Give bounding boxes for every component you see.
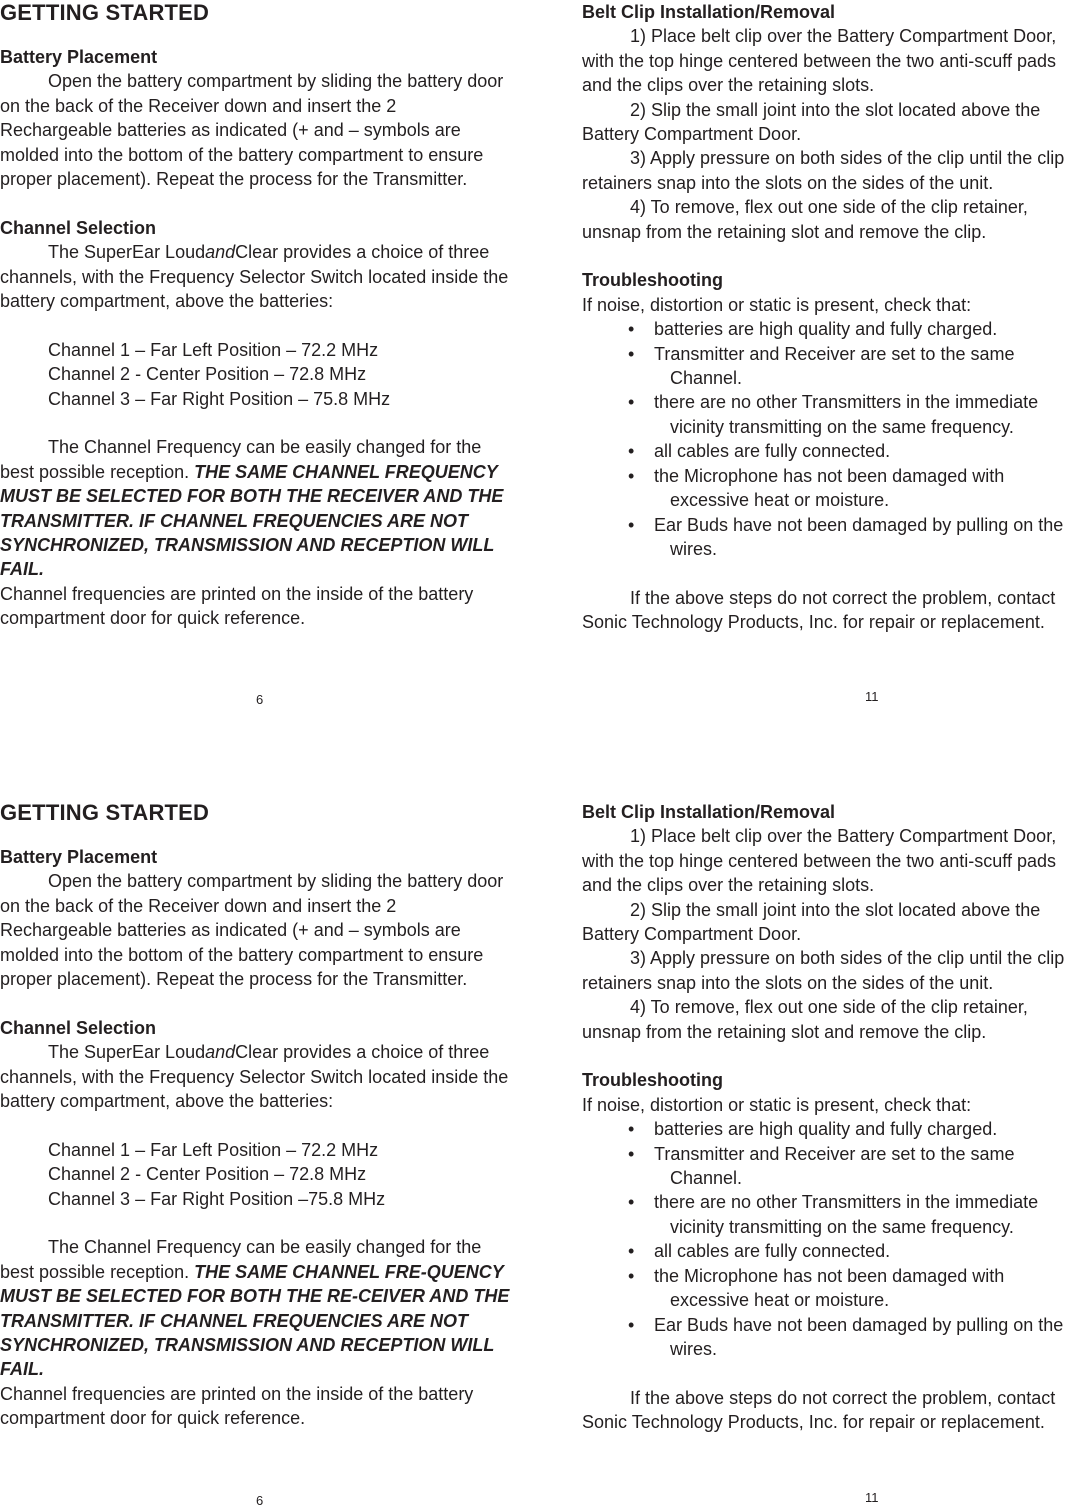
channel-item: Channel 2 - Center Position – 72.8 MHz xyxy=(48,1164,367,1185)
frequency-warning: THE SAME CHANNEL FREQUENCY MUST BE SELECTED FOR BOTH THE RECEIVER AND THE TRANSMITTER. IF CHANNEL FREQUENCIES ARE NOT SYNCHRONIZED, TRANSMISSION AND RECEPTION WILL FAIL. xyxy=(0,461,504,580)
belt-step: 4) To remove, flex out one side of the clip retainer, unsnap from the retaining slot and remove the clip. xyxy=(582,197,1028,242)
frequency-paragraph: The Channel Frequency can be easily changed for the best possible reception. THE SAME CHANNEL FREQUENCY MUST BE SELECTED FOR BOTH THE RECEIVER AND THE TRANSMITTER. IF CHANNEL FREQUENCIES ARE NOT SYNCHRONIZED, TRANSMISSION AND RECEPTION WILL FAIL. xyxy=(0,437,504,580)
battery-placement-heading: Battery Placement xyxy=(0,847,158,867)
list-item: • the Microphone has not been damaged with excessive heat or moisture. xyxy=(628,465,1005,511)
page-number: 6 xyxy=(256,692,264,707)
list-item: • Transmitter and Receiver are set to the same Channel. xyxy=(628,1143,1015,1189)
list-item: • all cables are fully connected. xyxy=(628,441,891,462)
battery-placement-text: Open the battery compartment by sliding the battery door on the back of the Receiver down and insert the 2 Rechargeable batteries as indicated (+ and – symbols are molded into the bottom of the battery compartment to ensure proper placement). Repeat the process for the Transmitter. xyxy=(0,71,504,190)
list-item: • Ear Buds have not been damaged by pulling on the wires. xyxy=(628,514,1064,559)
list-item: • the Microphone has not been damaged with excessive heat or moisture. xyxy=(628,1265,1005,1311)
troubleshooting-intro: If noise, distortion or static is present, check that: xyxy=(582,294,972,315)
frequency-warning: THE SAME CHANNEL FRE-QUENCY MUST BE SELECTED FOR BOTH THE RE-CEIVER AND THE TRANSMITTER. IF CHANNEL FREQUENCIES ARE NOT SYNCHRONIZED, TRANSMISSION AND RECEPTION WILL FAIL. xyxy=(0,1261,510,1380)
channel-intro: The SuperEar LoudandClear provides a choice of three channels, with the Frequency Selector Switch located inside the battery compartment, above the batteries: xyxy=(0,1042,509,1112)
page-number: 11 xyxy=(865,1490,879,1505)
list-item: • there are no other Transmitters in the immediate vicinity transmitting on the same frequency. xyxy=(628,1192,1039,1237)
troubleshooting-heading: Troubleshooting xyxy=(582,1070,723,1091)
channel-item: Channel 1 – Far Left Position – 72.2 MHz xyxy=(48,1139,379,1160)
battery-placement-text: Open the battery compartment by sliding the battery door on the back of the Receiver down and insert the 2 Rechargeable batteries as indicated (+ and – symbols are molded into the bottom of the battery compartment to ensure proper placement). Repeat the process for the Transmitter. xyxy=(0,871,504,990)
channel-intro: The SuperEar LoudandClear provides a choice of three channels, with the Frequency Selector Switch located inside the battery compartment, above the batteries: xyxy=(0,242,509,312)
page-number: 6 xyxy=(256,1493,264,1508)
list-item: • all cables are fully connected. xyxy=(628,1241,891,1262)
channel-list xyxy=(0,1138,510,1211)
list-item: • batteries are high quality and fully charged. xyxy=(628,1119,998,1140)
channel-selection-heading: Channel Selection xyxy=(0,217,157,238)
belt-step: 1) Place belt clip over the Battery Compartment Door, with the top hinge centered between the two anti-scuff pads and the clips over the retaining slots. xyxy=(582,26,1057,96)
belt-step: 3) Apply pressure on both sides of the clip until the clip retainers snap into the slots on the sides of the unit. xyxy=(582,948,1065,993)
belt-clip-heading: Belt Clip Installation/Removal xyxy=(582,2,836,22)
closing-text: If the above steps do not correct the problem, contact Sonic Technology Products, Inc. for repair or replacement. xyxy=(582,1387,1056,1433)
list-item: • there are no other Transmitters in the immediate vicinity transmitting on the same frequency. xyxy=(628,392,1039,437)
list-item: • Ear Buds have not been damaged by pulling on the wires. xyxy=(628,1314,1064,1359)
bottom-right-page xyxy=(582,800,1090,1435)
channel-item: Channel 2 - Center Position – 72.8 MHz xyxy=(48,364,367,385)
troubleshooting-intro: If noise, distortion or static is present, check that: xyxy=(582,1094,972,1115)
belt-step: 2) Slip the small joint into the slot located above the Battery Compartment Door. xyxy=(582,99,1041,145)
page-title: GETTING STARTED xyxy=(0,0,210,25)
belt-step: 1) Place belt clip over the Battery Compartment Door, with the top hinge centered between the two anti-scuff pads and the clips over the retaining slots. xyxy=(582,826,1057,896)
channel-item: Channel 1 – Far Left Position – 72.2 MHz xyxy=(48,339,379,360)
belt-step: 2) Slip the small joint into the slot located above the Battery Compartment Door. xyxy=(582,899,1041,945)
frequency-paragraph: The Channel Frequency can be easily changed for the best possible reception. THE SAME CHANNEL FRE-QUENCY MUST BE SELECTED FOR BOTH THE RE-CEIVER AND THE TRANSMITTER. IF CHANNEL FREQUENCIES ARE NOT SYNCHRONIZED, TRANSMISSION AND RECEPTION WILL FAIL. xyxy=(0,1237,510,1380)
belt-step: 4) To remove, flex out one side of the clip retainer, unsnap from the retaining slot and remove the clip. xyxy=(582,997,1028,1042)
channel-list xyxy=(0,338,510,411)
troubleshooting-heading: Troubleshooting xyxy=(582,270,723,291)
channel-selection-heading: Channel Selection xyxy=(0,1017,157,1038)
frequency-note: Channel frequencies are printed on the inside of the battery compartment door for quick reference. xyxy=(0,583,474,629)
closing-text: If the above steps do not correct the problem, contact Sonic Technology Products, Inc. for repair or replacement. xyxy=(582,587,1056,633)
channel-item: Channel 3 – Far Right Position –75.8 MHz xyxy=(48,1188,386,1209)
top-right-page xyxy=(582,0,1090,635)
top-left-page xyxy=(0,0,510,631)
page-number: 11 xyxy=(865,689,879,704)
battery-placement-heading: Battery Placement xyxy=(0,47,158,67)
troubleshooting-list xyxy=(582,1117,1090,1361)
page-title: GETTING STARTED xyxy=(0,800,210,825)
list-item: • batteries are high quality and fully charged. xyxy=(628,319,998,340)
channel-item: Channel 3 – Far Right Position – 75.8 MHz xyxy=(48,388,391,409)
bottom-left-page xyxy=(0,800,510,1431)
belt-step: 3) Apply pressure on both sides of the clip until the clip retainers snap into the slots on the sides of the unit. xyxy=(582,148,1065,193)
frequency-note: Channel frequencies are printed on the inside of the battery compartment door for quick reference. xyxy=(0,1383,474,1429)
troubleshooting-list xyxy=(582,317,1090,561)
list-item: • Transmitter and Receiver are set to the same Channel. xyxy=(628,343,1015,389)
belt-clip-heading: Belt Clip Installation/Removal xyxy=(582,802,836,822)
